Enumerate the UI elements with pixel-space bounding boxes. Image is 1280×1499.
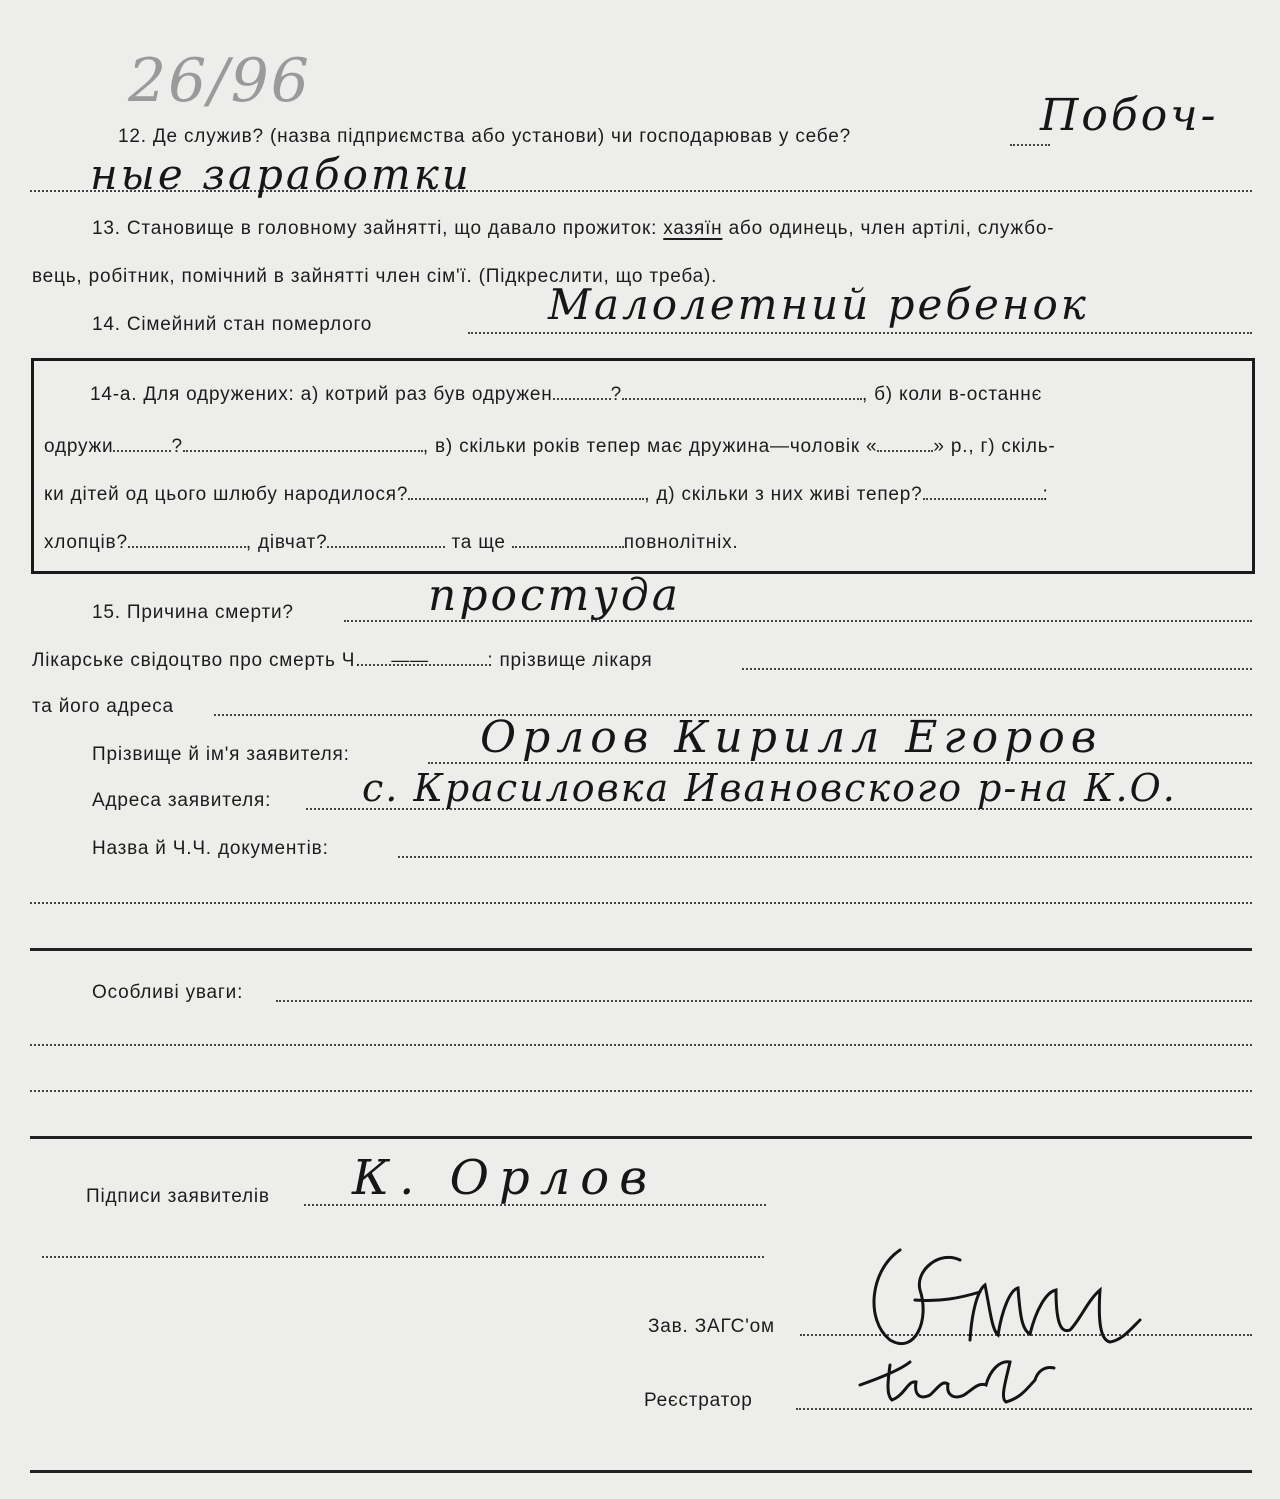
documents-label: Назва й Ч.Ч. документів: xyxy=(92,838,329,859)
medical-cert-dots xyxy=(361,650,487,670)
q14a-adults-label: повнолітніх. xyxy=(623,532,739,553)
notes-dotted-line-3 xyxy=(30,1090,1252,1092)
section-divider-2 xyxy=(30,1136,1252,1139)
doctor-address-label: та його адреса xyxy=(32,696,174,717)
q14a-line3-text: ки дітей од цього шлюбу народилося? xyxy=(44,484,409,505)
bottom-divider xyxy=(30,1470,1252,1473)
q14a-dots-8 xyxy=(128,546,246,548)
section-divider-1 xyxy=(30,948,1252,951)
q14a-q-mark-2: ? xyxy=(171,436,183,457)
medical-cert-dash: —— xyxy=(391,650,429,670)
q14a-dots-6 xyxy=(408,498,644,500)
q12-answer-line2: ные заработки xyxy=(90,150,472,199)
signature-dotted-line-2 xyxy=(42,1256,764,1258)
doctor-dotted-line xyxy=(742,668,1252,670)
documents-dotted-line-2 xyxy=(30,902,1252,904)
q13-selected-option: хазяїн xyxy=(663,218,723,239)
doctor-name-label: : прізвище лікаря xyxy=(487,650,653,671)
medical-cert-text: Лікарське свідоцтво про смерть Ч. xyxy=(32,650,362,671)
q14a-line2-text: одружи xyxy=(44,436,114,457)
documents-dotted-line xyxy=(398,856,1252,858)
q14a-line4 xyxy=(44,532,738,554)
q15-answer: простуда xyxy=(428,570,682,621)
q14a-dots-7 xyxy=(923,498,1043,500)
head-of-registry-label: Зав. ЗАГС'ом xyxy=(648,1316,775,1337)
q14a-line2-b: , в) скільки років тепер має дружина—чоловік « xyxy=(422,436,878,457)
q13-line1-suffix: або одинець, член артілі, службо- xyxy=(728,218,1055,239)
notes-dotted-line-1 xyxy=(276,1000,1252,1002)
q12-dotted-line xyxy=(1010,144,1050,146)
q14a-dots-9 xyxy=(327,546,445,548)
q13-line2: вець, робітник, помічний в зайнятті член сім'ї. (Підкреслити, що треба). xyxy=(32,266,718,287)
applicant-address-label: Адреса заявителя: xyxy=(92,790,272,811)
q14-dotted-line xyxy=(468,332,1252,334)
q14a-dots-3 xyxy=(113,450,171,452)
applicant-name-value: Орлов Кирилл Егоров xyxy=(480,712,1103,763)
q14a-line2-c: » р., г) скіль- xyxy=(933,436,1056,457)
q13-line1 xyxy=(92,218,1054,240)
q14a-dots-1 xyxy=(553,398,611,400)
archive-number: 26/96 xyxy=(128,46,311,116)
q14a-line3-b: , д) скільки з них живі тепер? xyxy=(644,484,923,505)
q14a-line1-b: , б) коли в-останнє xyxy=(861,384,1043,405)
q12-answer-line1: Побоч- xyxy=(1040,90,1219,141)
registrar-signature xyxy=(850,1340,1070,1420)
q14a-q-mark-1: ? xyxy=(610,384,622,405)
q14a-line3-c: : xyxy=(1042,484,1049,505)
applicant-signature-value: К. Орлов xyxy=(352,1150,658,1206)
q15-label: 15. Причина смерти? xyxy=(92,602,294,623)
q14-answer: Малолетний ребенок xyxy=(548,280,1089,329)
q12-label: 12. Де служив? (назва підприємства або установи) чи господарював у себе? xyxy=(118,126,851,147)
registrar-label: Реєстратор xyxy=(644,1390,753,1411)
medical-certificate-label xyxy=(32,650,652,672)
q14a-boys-label: хлопців? xyxy=(44,532,128,553)
q14a-girls-label: , дівчат? xyxy=(245,532,328,553)
q14a-dots-10 xyxy=(512,546,624,548)
applicant-name-label: Прізвище й ім'я заявителя: xyxy=(92,744,350,765)
q14a-dots-5 xyxy=(877,450,933,452)
q14a-dots-4 xyxy=(183,450,423,452)
q14a-line1-text: 14-а. Для одружених: а) котрий раз був одружен xyxy=(90,384,553,405)
q14-label: 14. Сімейний стан померлого xyxy=(92,314,373,335)
notes-label: Особливі уваги: xyxy=(92,982,244,1003)
applicant-address-value: с. Красиловка Ивановского р-на К.О. xyxy=(362,766,1177,810)
applicant-signatures-label: Підписи заявителів xyxy=(86,1186,270,1207)
q14a-line2 xyxy=(44,436,1056,458)
q14a-and-more: та ще xyxy=(451,532,506,553)
notes-dotted-line-2 xyxy=(30,1044,1252,1046)
q13-line1-prefix: 13. Становище в головному зайнятті, що давало прожиток: xyxy=(92,218,658,239)
q14a-line3 xyxy=(44,484,1049,506)
q14a-line1 xyxy=(90,384,1042,406)
q14a-dots-2 xyxy=(622,398,862,400)
